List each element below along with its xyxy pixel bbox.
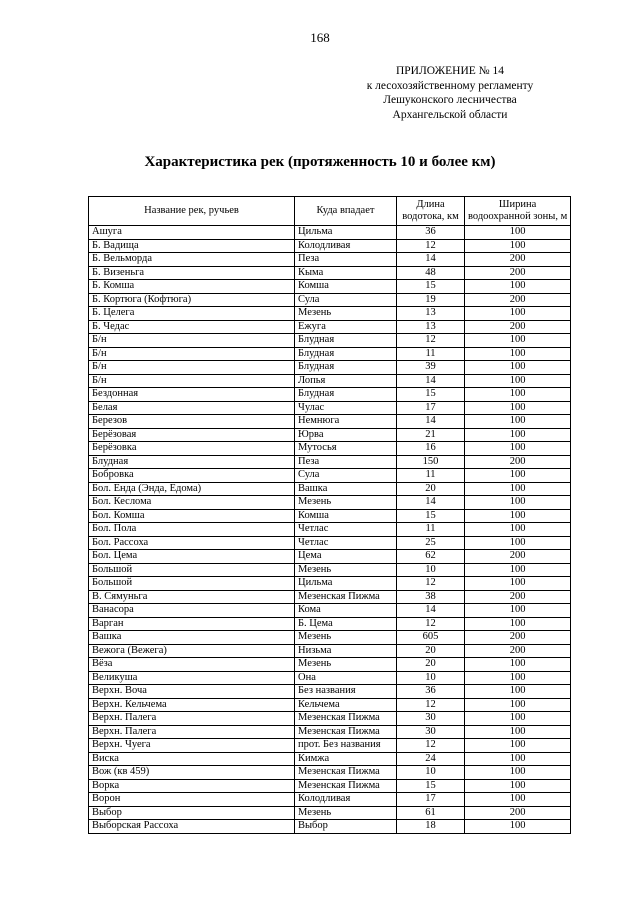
cell-zone-width: 100 — [465, 415, 571, 429]
cell-length: 15 — [397, 280, 465, 294]
cell-length: 12 — [397, 739, 465, 753]
cell-flows-into: Четлас — [295, 536, 397, 550]
cell-flows-into: Колодливая — [295, 793, 397, 807]
cell-length: 30 — [397, 725, 465, 739]
table-row — [89, 820, 571, 834]
table-row — [89, 671, 571, 685]
table-row — [89, 658, 571, 672]
cell-zone-width: 100 — [465, 374, 571, 388]
cell-flows-into: Чулас — [295, 401, 397, 415]
cell-flows-into: Мезенская Пижма — [295, 766, 397, 780]
cell-length: 14 — [397, 374, 465, 388]
cell-flows-into: Сула — [295, 293, 397, 307]
cell-length: 25 — [397, 536, 465, 550]
header-river-name: Название рек, ручьев — [89, 197, 295, 226]
cell-zone-width: 100 — [465, 752, 571, 766]
cell-flows-into: Комша — [295, 509, 397, 523]
cell-zone-width: 200 — [465, 631, 571, 645]
cell-zone-width: 100 — [465, 698, 571, 712]
cell-length: 38 — [397, 590, 465, 604]
cell-river-name: Выборская Рассоха — [89, 820, 295, 834]
cell-river-name: Большой — [89, 563, 295, 577]
cell-flows-into: Кыма — [295, 266, 397, 280]
cell-river-name: Верхн. Кельчема — [89, 698, 295, 712]
cell-flows-into: Цильма — [295, 226, 397, 240]
table-row — [89, 455, 571, 469]
table-row — [89, 307, 571, 321]
cell-river-name: Б/н — [89, 347, 295, 361]
cell-zone-width: 100 — [465, 712, 571, 726]
table-row — [89, 577, 571, 591]
cell-flows-into: Цильма — [295, 577, 397, 591]
cell-length: 10 — [397, 671, 465, 685]
cell-length: 11 — [397, 523, 465, 537]
cell-river-name: Вож (кв 459) — [89, 766, 295, 780]
cell-river-name: Верхн. Палега — [89, 712, 295, 726]
table-row — [89, 725, 571, 739]
cell-length: 30 — [397, 712, 465, 726]
cell-river-name: Бол. Кеслома — [89, 496, 295, 510]
cell-river-name: Большой — [89, 577, 295, 591]
cell-flows-into: Блудная — [295, 347, 397, 361]
cell-flows-into: Выбор — [295, 820, 397, 834]
table-row — [89, 523, 571, 537]
cell-zone-width: 200 — [465, 644, 571, 658]
cell-zone-width: 200 — [465, 590, 571, 604]
cell-river-name: Б. Визеньга — [89, 266, 295, 280]
cell-river-name: Великуша — [89, 671, 295, 685]
cell-river-name: Вежога (Вежега) — [89, 644, 295, 658]
cell-flows-into: Блудная — [295, 334, 397, 348]
cell-river-name: Б. Вельморда — [89, 253, 295, 267]
cell-length: 14 — [397, 496, 465, 510]
table-row — [89, 563, 571, 577]
cell-length: 14 — [397, 253, 465, 267]
cell-flows-into: Мутосья — [295, 442, 397, 456]
cell-zone-width: 100 — [465, 361, 571, 375]
cell-length: 13 — [397, 320, 465, 334]
appendix-block — [300, 64, 600, 122]
cell-length: 62 — [397, 550, 465, 564]
table-row — [89, 415, 571, 429]
cell-flows-into: Мезень — [295, 496, 397, 510]
cell-zone-width: 100 — [465, 671, 571, 685]
cell-flows-into: Мезень — [295, 563, 397, 577]
cell-length: 17 — [397, 793, 465, 807]
cell-flows-into: Мезенская Пижма — [295, 590, 397, 604]
cell-flows-into: Мезенская Пижма — [295, 725, 397, 739]
cell-zone-width: 100 — [465, 334, 571, 348]
cell-flows-into: Кома — [295, 604, 397, 618]
cell-zone-width: 100 — [465, 604, 571, 618]
cell-length: 18 — [397, 820, 465, 834]
cell-length: 15 — [397, 779, 465, 793]
cell-length: 19 — [397, 293, 465, 307]
table-row — [89, 712, 571, 726]
table-row — [89, 469, 571, 483]
table-row — [89, 496, 571, 510]
cell-river-name: Верхн. Воча — [89, 685, 295, 699]
table-row — [89, 374, 571, 388]
cell-zone-width: 100 — [465, 536, 571, 550]
cell-flows-into: Кимжа — [295, 752, 397, 766]
cell-length: 12 — [397, 239, 465, 253]
cell-river-name: Выбор — [89, 806, 295, 820]
cell-river-name: Бол. Енда (Энда, Едома) — [89, 482, 295, 496]
header-flows-into: Куда впадает — [295, 197, 397, 226]
cell-flows-into: Мезенская Пижма — [295, 712, 397, 726]
rivers-table — [88, 196, 571, 834]
cell-flows-into: Колодливая — [295, 239, 397, 253]
cell-river-name: Бол. Комша — [89, 509, 295, 523]
cell-zone-width: 100 — [465, 779, 571, 793]
cell-flows-into: прот. Без названия — [295, 739, 397, 753]
page-number: 168 — [310, 30, 330, 45]
cell-length: 12 — [397, 577, 465, 591]
table-row — [89, 766, 571, 780]
cell-length: 11 — [397, 347, 465, 361]
cell-zone-width: 100 — [465, 347, 571, 361]
cell-flows-into: Комша — [295, 280, 397, 294]
appendix-line: Лешуконского лесничества — [383, 94, 517, 106]
cell-zone-width: 200 — [465, 293, 571, 307]
header-zone-line: Ширина — [498, 199, 537, 210]
cell-flows-into: Мезень — [295, 631, 397, 645]
cell-length: 20 — [397, 482, 465, 496]
cell-length: 13 — [397, 307, 465, 321]
table-header-row — [89, 197, 571, 226]
cell-zone-width: 100 — [465, 388, 571, 402]
cell-zone-width: 100 — [465, 226, 571, 240]
cell-river-name: Б/н — [89, 361, 295, 375]
table-row — [89, 752, 571, 766]
header-length — [397, 197, 465, 226]
cell-length: 15 — [397, 509, 465, 523]
cell-length: 10 — [397, 766, 465, 780]
table-row — [89, 347, 571, 361]
cell-river-name: Ворка — [89, 779, 295, 793]
cell-zone-width: 100 — [465, 482, 571, 496]
cell-river-name: Виска — [89, 752, 295, 766]
cell-river-name: Варган — [89, 617, 295, 631]
cell-zone-width: 100 — [465, 496, 571, 510]
cell-flows-into: Мезень — [295, 806, 397, 820]
cell-river-name: Б. Чедас — [89, 320, 295, 334]
cell-length: 36 — [397, 226, 465, 240]
cell-river-name: Ворон — [89, 793, 295, 807]
cell-river-name: Б. Комша — [89, 280, 295, 294]
cell-zone-width: 200 — [465, 550, 571, 564]
cell-zone-width: 100 — [465, 509, 571, 523]
cell-river-name: Ванасора — [89, 604, 295, 618]
cell-flows-into: Блудная — [295, 388, 397, 402]
cell-zone-width: 100 — [465, 766, 571, 780]
cell-river-name: Бездонная — [89, 388, 295, 402]
cell-length: 36 — [397, 685, 465, 699]
cell-flows-into: Она — [295, 671, 397, 685]
cell-zone-width: 200 — [465, 455, 571, 469]
cell-zone-width: 100 — [465, 739, 571, 753]
cell-length: 15 — [397, 388, 465, 402]
table-row — [89, 320, 571, 334]
cell-river-name: Бол. Цема — [89, 550, 295, 564]
cell-zone-width: 100 — [465, 658, 571, 672]
cell-flows-into: Цема — [295, 550, 397, 564]
table-row — [89, 550, 571, 564]
appendix-line: ПРИЛОЖЕНИЕ № 14 — [395, 65, 504, 77]
cell-flows-into: Лопья — [295, 374, 397, 388]
cell-zone-width: 100 — [465, 239, 571, 253]
cell-river-name: Бобровка — [89, 469, 295, 483]
cell-flows-into: Сула — [295, 469, 397, 483]
appendix-line: Архангельской области — [392, 108, 508, 121]
cell-flows-into: Б. Цема — [295, 617, 397, 631]
cell-zone-width: 200 — [465, 253, 571, 267]
cell-river-name: Вашка — [89, 631, 295, 645]
cell-length: 14 — [397, 415, 465, 429]
cell-flows-into: Пеза — [295, 253, 397, 267]
cell-river-name: Белая — [89, 401, 295, 415]
table-body — [89, 226, 571, 834]
cell-river-name: Верхн. Палега — [89, 725, 295, 739]
cell-flows-into: Пеза — [295, 455, 397, 469]
cell-length: 605 — [397, 631, 465, 645]
cell-zone-width: 100 — [465, 442, 571, 456]
table-row — [89, 334, 571, 348]
table-row — [89, 428, 571, 442]
cell-flows-into: Мезенская Пижма — [295, 779, 397, 793]
cell-flows-into: Без названия — [295, 685, 397, 699]
cell-flows-into: Четлас — [295, 523, 397, 537]
cell-zone-width: 100 — [465, 820, 571, 834]
cell-river-name: Верхн. Чуега — [89, 739, 295, 753]
table-row — [89, 442, 571, 456]
table-row — [89, 793, 571, 807]
header-zone-line: водоохранной зоны, м — [468, 211, 568, 222]
cell-zone-width: 100 — [465, 577, 571, 591]
cell-length: 10 — [397, 563, 465, 577]
cell-length: 150 — [397, 455, 465, 469]
table-row — [89, 779, 571, 793]
table-row — [89, 617, 571, 631]
header-length-line: Длина — [416, 199, 445, 210]
cell-length: 12 — [397, 617, 465, 631]
header-zone-width — [465, 197, 571, 226]
cell-river-name: Б. Кортюга (Кофтюга) — [89, 293, 295, 307]
cell-river-name: Блудная — [89, 455, 295, 469]
cell-flows-into: Низьма — [295, 644, 397, 658]
table-row — [89, 631, 571, 645]
cell-river-name: Ашуга — [89, 226, 295, 240]
cell-flows-into: Юрва — [295, 428, 397, 442]
cell-length: 17 — [397, 401, 465, 415]
table-row — [89, 293, 571, 307]
table-row — [89, 536, 571, 550]
table-row — [89, 739, 571, 753]
table-row — [89, 685, 571, 699]
cell-zone-width: 200 — [465, 320, 571, 334]
cell-length: 20 — [397, 644, 465, 658]
cell-length: 20 — [397, 658, 465, 672]
cell-length: 14 — [397, 604, 465, 618]
cell-flows-into: Мезень — [295, 658, 397, 672]
table-row — [89, 698, 571, 712]
header-length-line: водотока, км — [402, 211, 459, 222]
cell-flows-into: Кельчема — [295, 698, 397, 712]
cell-zone-width: 100 — [465, 307, 571, 321]
cell-zone-width: 100 — [465, 428, 571, 442]
cell-flows-into: Мезень — [295, 307, 397, 321]
cell-river-name: Вёза — [89, 658, 295, 672]
table-row — [89, 266, 571, 280]
table-row — [89, 482, 571, 496]
table-row — [89, 361, 571, 375]
cell-flows-into: Блудная — [295, 361, 397, 375]
cell-zone-width: 100 — [465, 563, 571, 577]
cell-length: 11 — [397, 469, 465, 483]
cell-river-name: Берёзовка — [89, 442, 295, 456]
table-row — [89, 590, 571, 604]
table-row — [89, 604, 571, 618]
cell-length: 24 — [397, 752, 465, 766]
cell-flows-into: Ежуга — [295, 320, 397, 334]
table-row — [89, 388, 571, 402]
cell-zone-width: 100 — [465, 617, 571, 631]
cell-length: 48 — [397, 266, 465, 280]
cell-length: 21 — [397, 428, 465, 442]
cell-zone-width: 100 — [465, 401, 571, 415]
cell-river-name: Бол. Рассоха — [89, 536, 295, 550]
cell-zone-width: 100 — [465, 523, 571, 537]
cell-zone-width: 100 — [465, 469, 571, 483]
cell-length: 39 — [397, 361, 465, 375]
cell-river-name: Б. Вадища — [89, 239, 295, 253]
cell-zone-width: 100 — [465, 685, 571, 699]
table-row — [89, 280, 571, 294]
cell-river-name: Б. Целега — [89, 307, 295, 321]
cell-flows-into: Немнюга — [295, 415, 397, 429]
cell-zone-width: 100 — [465, 725, 571, 739]
cell-river-name: Б/н — [89, 334, 295, 348]
table-row — [89, 806, 571, 820]
cell-zone-width: 200 — [465, 266, 571, 280]
cell-zone-width: 100 — [465, 280, 571, 294]
cell-river-name: Березов — [89, 415, 295, 429]
table-row — [89, 401, 571, 415]
table-row — [89, 239, 571, 253]
cell-river-name: Берёзовая — [89, 428, 295, 442]
cell-river-name: Бол. Пола — [89, 523, 295, 537]
cell-length: 16 — [397, 442, 465, 456]
table-row — [89, 644, 571, 658]
cell-river-name: В. Сямуньга — [89, 590, 295, 604]
cell-flows-into: Вашка — [295, 482, 397, 496]
table-row — [89, 509, 571, 523]
cell-length: 61 — [397, 806, 465, 820]
table-row — [89, 226, 571, 240]
cell-river-name: Б/н — [89, 374, 295, 388]
cell-zone-width: 200 — [465, 806, 571, 820]
appendix-line: к лесохозяйственному регламенту — [366, 79, 534, 92]
cell-zone-width: 100 — [465, 793, 571, 807]
cell-length: 12 — [397, 698, 465, 712]
document-title: Характеристика рек (протяженность 10 и более км) — [144, 154, 496, 170]
table-row — [89, 253, 571, 267]
cell-length: 12 — [397, 334, 465, 348]
